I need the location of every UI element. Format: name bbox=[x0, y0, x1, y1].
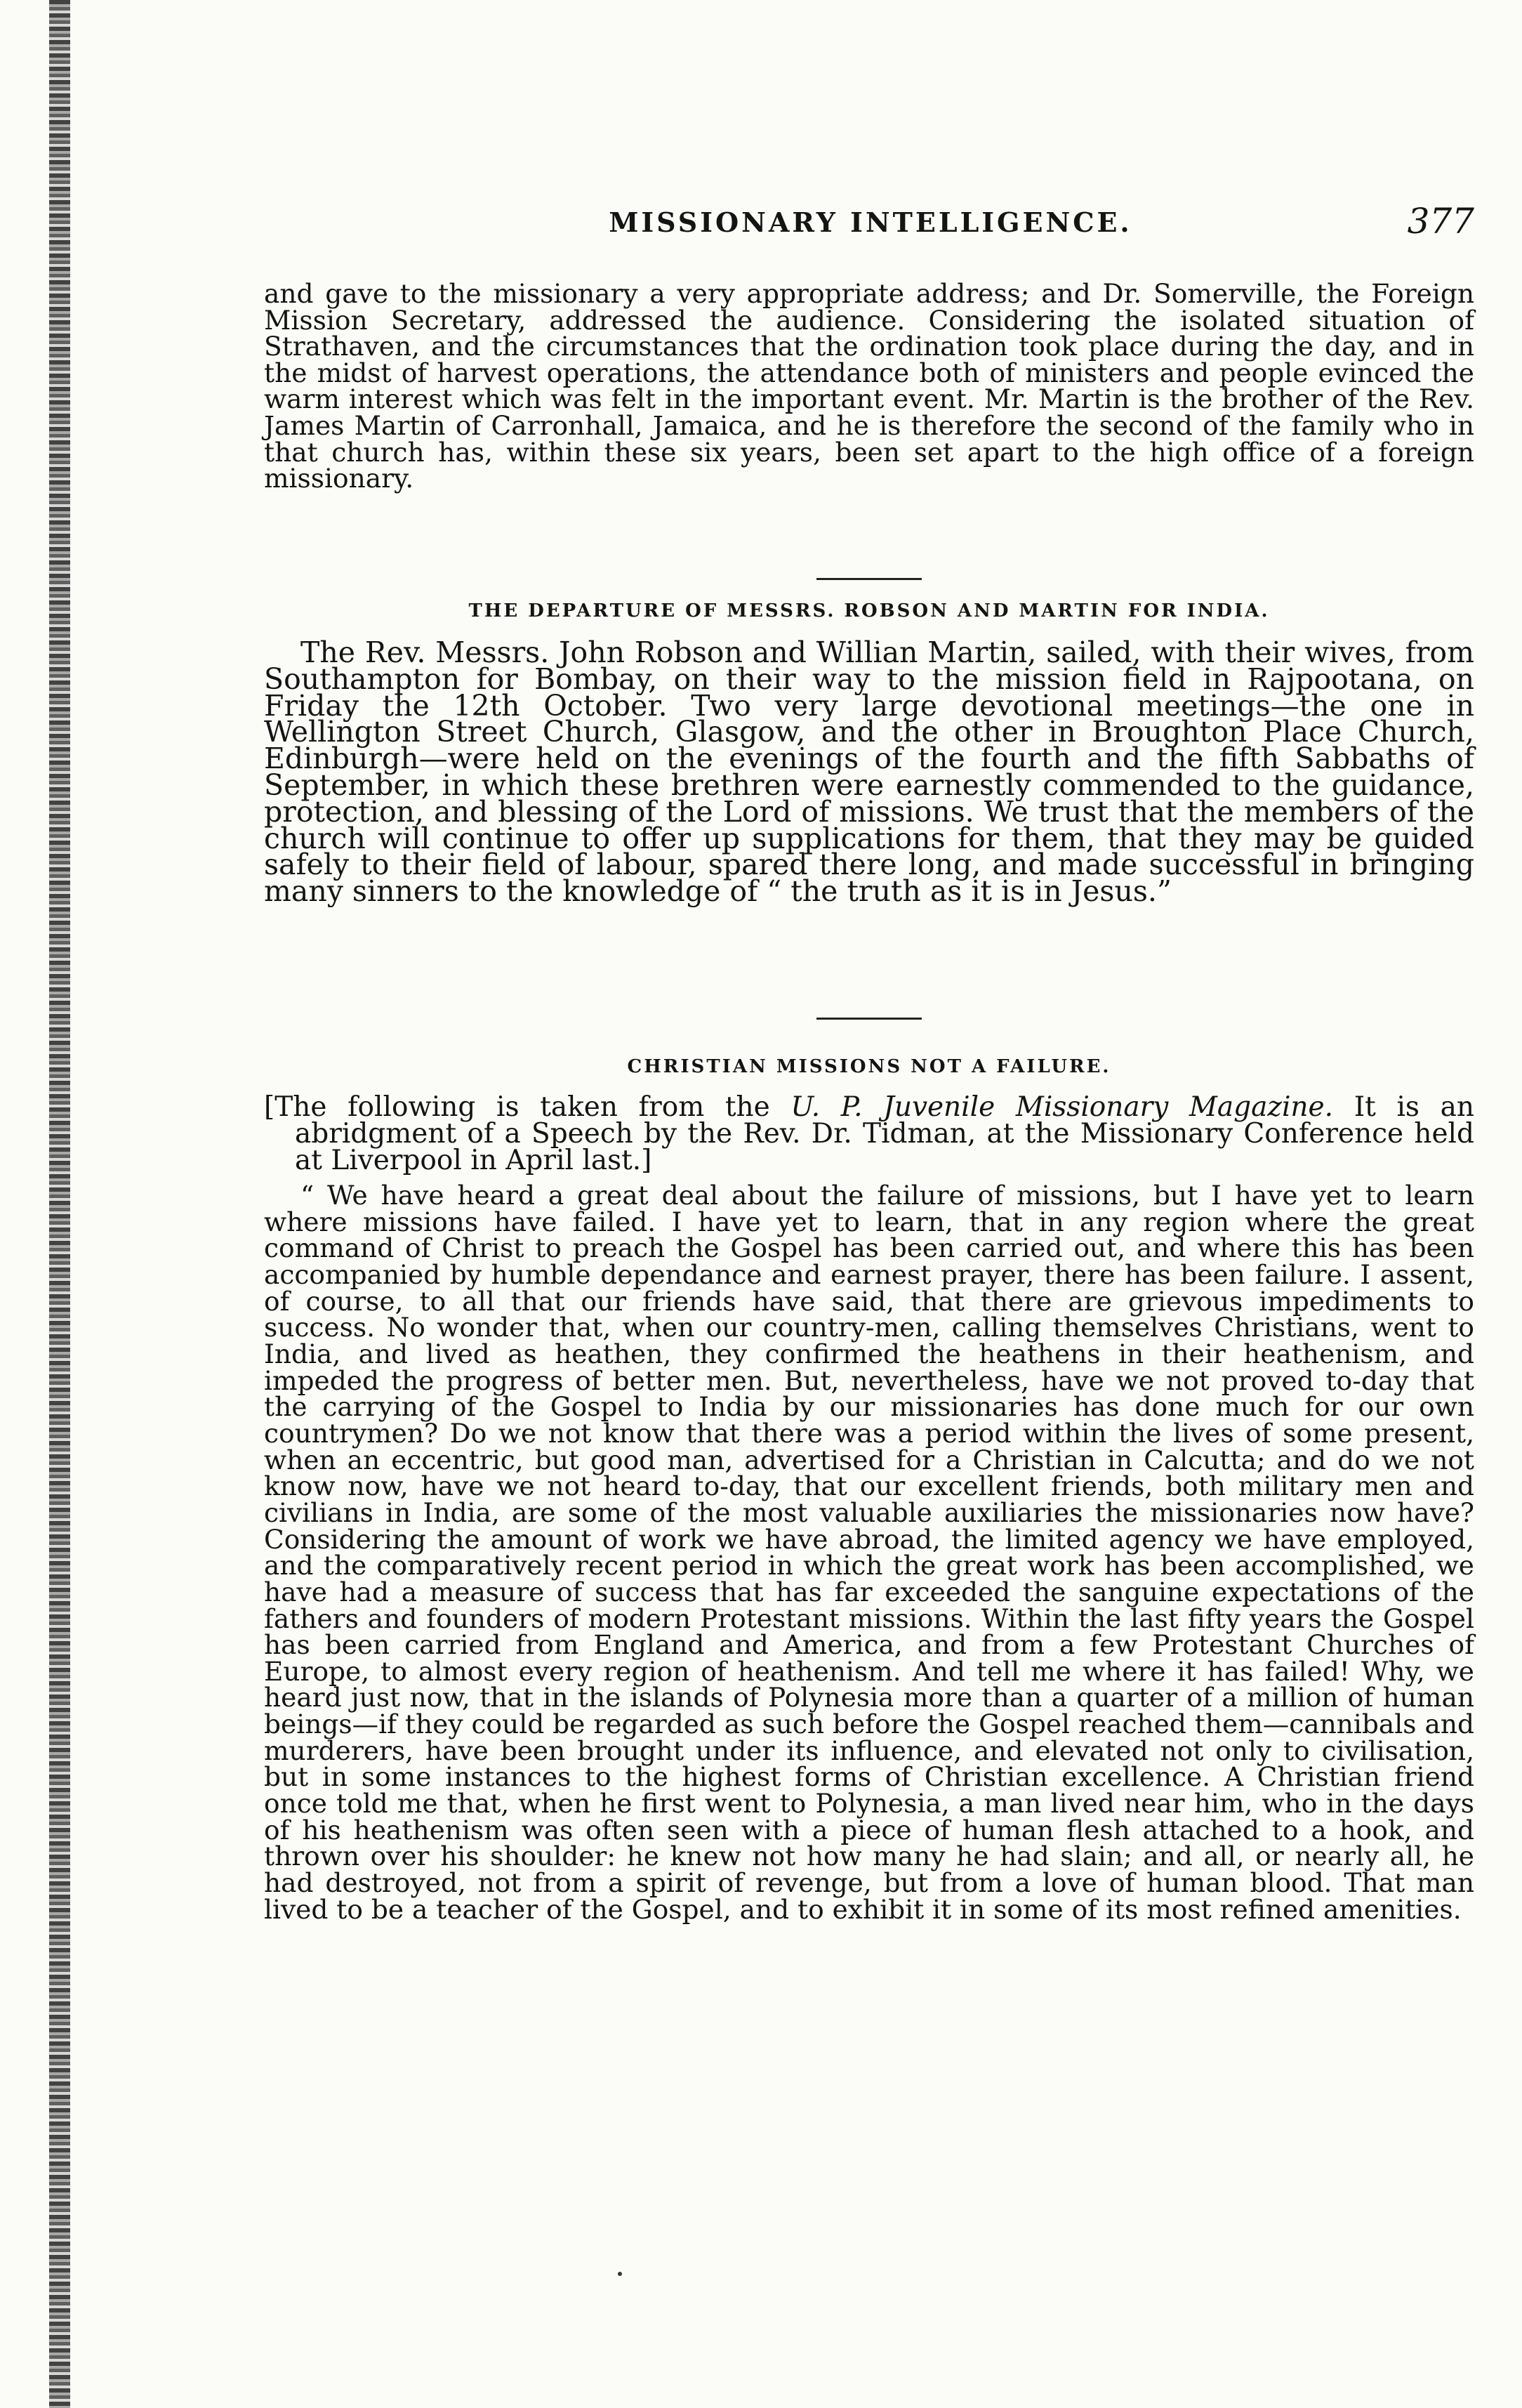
departure-heading: THE DEPARTURE OF MESSRS. ROBSON AND MARTIN FOR INDIA. bbox=[468, 600, 1270, 621]
note-after-text: It is an abridgment of a Speech by the Rev. Dr. Tidman, at the Missionary Conference held at Liverpool in April last.] bbox=[295, 1091, 1474, 1176]
section-divider bbox=[816, 1018, 922, 1020]
text-column bbox=[264, 278, 1474, 1925]
running-head bbox=[267, 201, 1474, 250]
page-number: 377 bbox=[1407, 201, 1474, 242]
page-footer-mark bbox=[618, 2272, 622, 2276]
running-title: MISSIONARY INTELLIGENCE. bbox=[609, 206, 1132, 238]
section-divider bbox=[816, 578, 922, 580]
departure-paragraph: The Rev. Messrs. John Robson and Willian Martin, sailed, with their wives, from Southampton for Bombay, on their way to the mission field in Rajpootana, on Friday the 12th October. Two very large devotional meetings—the one in Wellington Street Church, Glasgow, and the other in Broughton Place Church, Edinburgh—were held on the evenings of the fourth and the fifth Sabbaths of September, in which these brethren were earnestly commended to the guidance, protection, and blessing of the Lord of missions. We trust that the members of the church will continue to offer up supplications for them, that they may be guided safely to their field of labour, spared there long, and made successful in bringing many sinners to the knowledge of “ the truth as it is in Jesus.” bbox=[264, 636, 1474, 909]
editorial-note bbox=[264, 1091, 1474, 1176]
note-before-text: [The following is taken from the bbox=[264, 1091, 791, 1123]
speech-paragraph: “ We have heard a great deal about the failure of missions, but I have yet to learn where missions have failed. I have yet to learn, that in any region where the great command of Christ to preach the Gospel has been carried out, and where this has been accompanied by humble dependance and earnest prayer, there has been failure. I assent, of course, to all that our friends have said, that there are grievous impediments to success. No wonder that, when our country-men, calling themselves Christians, went to India, and lived as heathen, they confirmed the heathens in their heathenism, and impeded the progress of better men. But, nevertheless, have we not proved to-day that the carrying of the Gospel to India by our missionaries has done much for our own countrymen? Do we not know that there was a period within the lives of some present, when an eccentric, but good man, advertised for a Christian in Calcutta; and do we not know now, have we not heard to-day, that our excellent friends, both military men and civilians in India, are some of the most valuable auxiliaries the missionaries now have? Considering the amount of work we have abroad, the limited agency we have employed, and the comparatively recent period in which the great work has been accomplished, we have had a measure of success that has far exceeded the sanguine expectations of the fathers and founders of modern Protestant missions. Within the last fifty years the Gospel has been carried from England and America, and from a few Protestant Churches of Europe, to almost every region of heathenism. And tell me where it has failed! Why, we heard just now, that in the islands of Polynesia more than a quarter of a million of human beings—if they could be regarded as such before the Gospel reached them—cannibals and murderers, have been brought under its influence, and elevated not only to civilisation, but in some instances to the highest forms of Christian excellence. A Christian friend once told me that, when he first went to Polynesia, a man lived near him, who in the days of his heathenism was often seen with a piece of human flesh attached to a hook, and thrown over his shoulder: he knew not how many he had slain; and all, or nearly all, he had destroyed, not from a spirit of revenge, but from a love of human blood. That man lived to be a teacher of the Gospel, and to exhibit it in some of its most refined amenities. bbox=[264, 1180, 1474, 1925]
note-source-title: U. P. Juvenile Missionary Magazine. bbox=[790, 1091, 1334, 1123]
intro-paragraph: and gave to the missionary a very appropriate address; and Dr. Somerville, the Foreign Mission Secretary, addressed the audience. Considering the isolated situation of Strathaven, and the circumstances that the ordination took place during the day, and in the midst of harvest operations, the attendance both of ministers and people evinced the warm interest which was felt in the important event. Mr. Martin is the brother of the Rev. James Martin of Carronhall, Jamaica, and he is therefore the second of the family who in that church has, within these six years, been set apart to the high office of a foreign missionary. bbox=[264, 278, 1474, 494]
failure-heading: CHRISTIAN MISSIONS NOT A FAILURE. bbox=[627, 1056, 1111, 1077]
page-binding-edge bbox=[49, 0, 70, 2408]
